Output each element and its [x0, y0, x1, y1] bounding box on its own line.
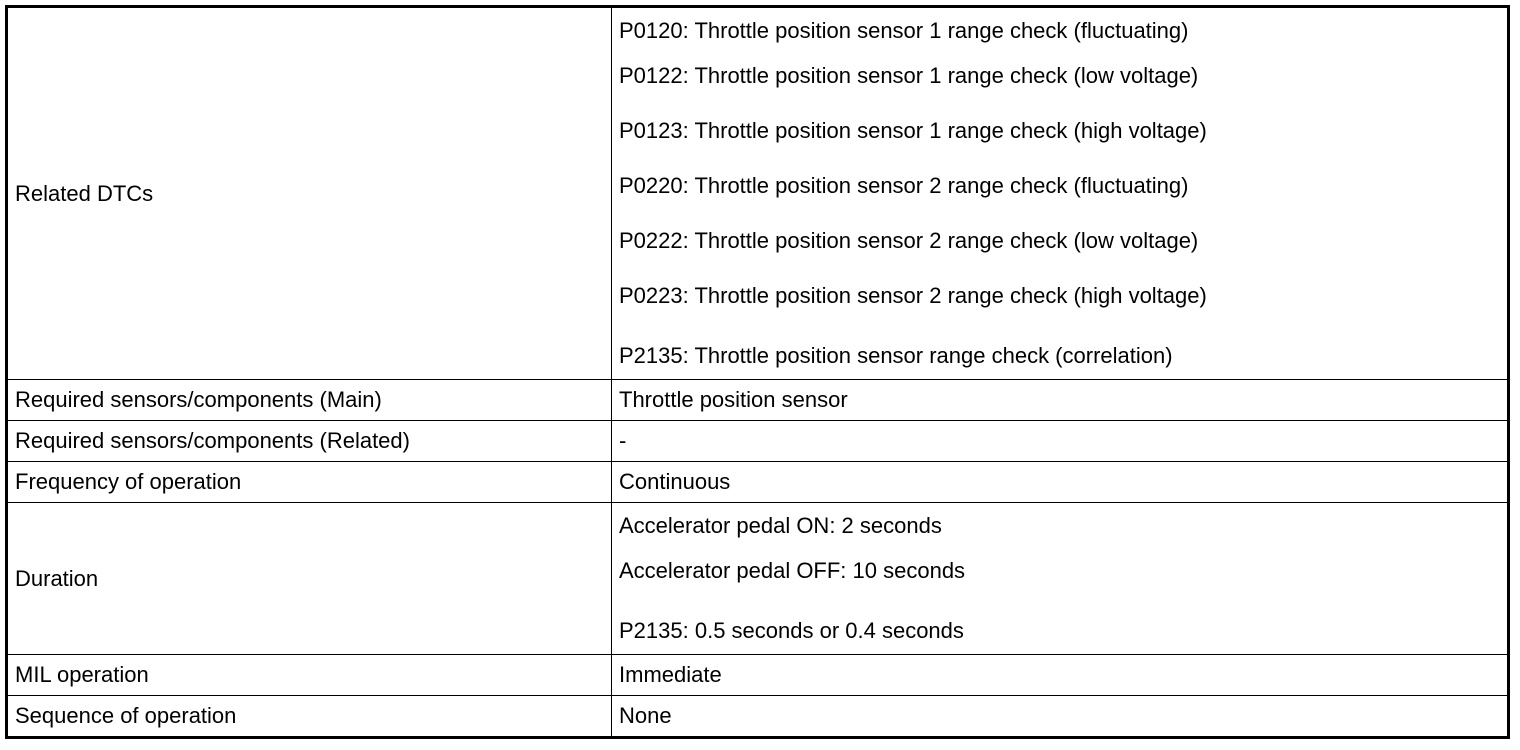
- table-row-duration: [7, 503, 1509, 655]
- row-value-list: [612, 503, 1509, 655]
- table-row-related-dtcs: [7, 7, 1509, 380]
- dtc-item: P2135: Throttle position sensor range check (correlation): [619, 343, 1173, 368]
- dtc-item: P0123: Throttle position sensor 1 range check (high voltage): [619, 118, 1207, 143]
- table-row-required-related: [7, 421, 1509, 462]
- row-label: Duration: [7, 503, 612, 655]
- duration-item: Accelerator pedal OFF: 10 seconds: [619, 558, 966, 583]
- table-row-mil-operation: [7, 655, 1509, 696]
- dtc-item: P0222: Throttle position sensor 2 range check (low voltage): [619, 228, 1199, 253]
- table-row-frequency: [7, 462, 1509, 503]
- row-label: Sequence of operation: [7, 696, 612, 738]
- row-value: Continuous: [612, 462, 1509, 503]
- row-value: -: [612, 421, 1509, 462]
- duration-item: P2135: 0.5 seconds or 0.4 seconds: [619, 618, 964, 643]
- dtc-item: P0220: Throttle position sensor 2 range check (fluctuating): [619, 173, 1189, 198]
- dtc-item: P0120: Throttle position sensor 1 range check (fluctuating): [619, 18, 1189, 43]
- row-value: Throttle position sensor: [612, 380, 1509, 421]
- row-value: Immediate: [612, 655, 1509, 696]
- row-label: Frequency of operation: [7, 462, 612, 503]
- table-row-required-main: [7, 380, 1509, 421]
- dtc-item: P0223: Throttle position sensor 2 range check (high voltage): [619, 283, 1207, 308]
- row-label: MIL operation: [7, 655, 612, 696]
- duration-item: Accelerator pedal ON: 2 seconds: [619, 513, 942, 538]
- row-label: Related DTCs: [7, 7, 612, 380]
- row-value-list: [612, 7, 1509, 380]
- table-row-sequence: [7, 696, 1509, 738]
- row-label: Required sensors/components (Related): [7, 421, 612, 462]
- dtc-item: P0122: Throttle position sensor 1 range check (low voltage): [619, 63, 1199, 88]
- row-value: None: [612, 696, 1509, 738]
- monitor-spec-table: [5, 5, 1510, 739]
- row-label: Required sensors/components (Main): [7, 380, 612, 421]
